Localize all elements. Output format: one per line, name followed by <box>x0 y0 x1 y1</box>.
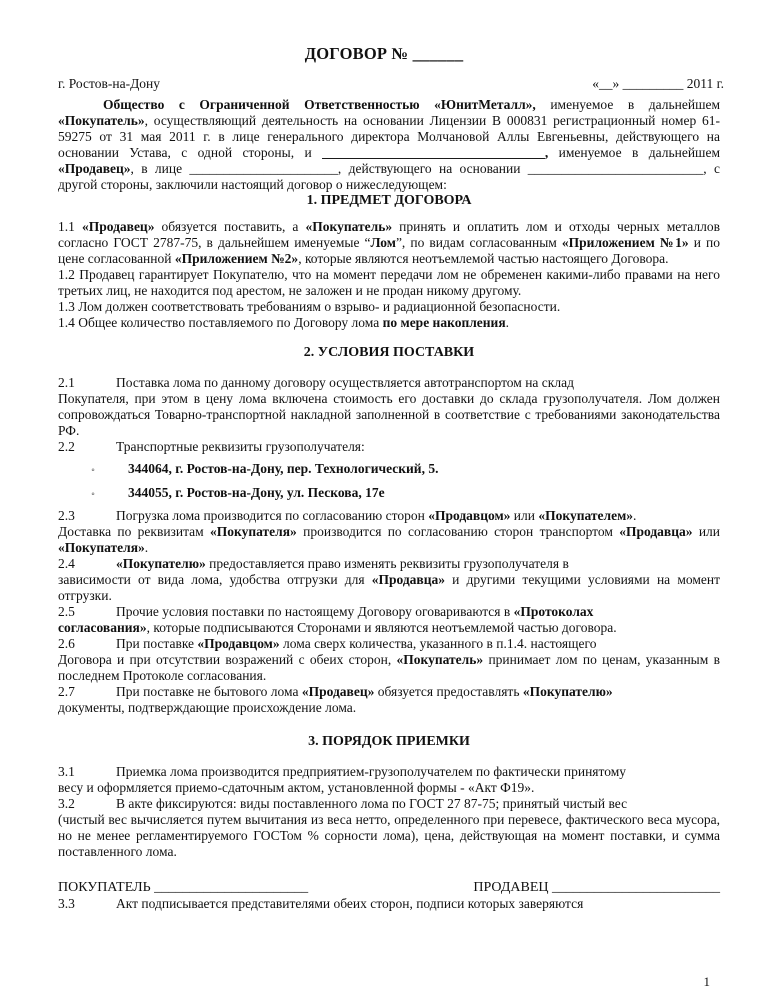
contract-city: г. Ростов-на-Дону <box>58 76 161 91</box>
bullet-icon: ◦ <box>91 489 95 500</box>
contract-title: ДОГОВОР № ______ <box>304 44 464 63</box>
clause-3-2-cont: (чистый вес вычисляется путем вычитания из веса нетто, определенного при перевесе, фактического веса мусора, но не менее регламентируемого ГОСТом % сорности лома), цена, действующая на момент поставки, и сумма поставленного лома. <box>58 812 720 859</box>
clause-2-3-cont: Доставка по реквизитам «Покупателя» производится по согласованию сторон транспортом «Продавца» или «Покупателя». <box>58 524 721 555</box>
clause-3-2: 3.2 В акте фиксируются: виды поставленного лома по ГОСТ 27 87-75; принятый чистый вес <box>58 796 628 811</box>
clause-2-5: 2.5 Прочие условия поставки по настоящему Договору оговариваются в «Протоколах <box>58 604 594 619</box>
page-number: 1 <box>703 974 710 989</box>
clause-1-1: 1.1 «Продавец» обязуется поставить, а «Покупатель» принять и оплатить лом и отходы черных металлов согласно ГОСТ 2787-75, в дальнейшем именуемые “Лом”, по видам согласованным «Приложением №1» и по цене согласованной «Приложением №2», которые являются неотъемлемой частью настоящего Договора. <box>58 219 720 266</box>
section-3-heading: 3. ПОРЯДОК ПРИЕМКИ <box>308 734 470 749</box>
clause-1-2: 1.2 Продавец гарантирует Покупателю, что на момент передачи лом не обременен какими-либо правами на него третьих лиц, не находится под арестом, не заложен и не продан никому другому. <box>58 267 720 298</box>
clause-3-1-cont: весу и оформляется приемо-сдаточным актом, установленной формы - «Акт Ф19». <box>58 780 535 795</box>
contract-date: «__» _________ 2011 г. <box>592 76 724 91</box>
clause-2-1-cont: Покупателя, при этом в цену лома включена стоимость его доставки до склада грузополучателя. Лом должен сопровождаться Товарно-транспортной накладной заполненной в соответствие с требованиями законодательства РФ. <box>58 391 720 438</box>
address-item: ◦ 344064, г. Ростов-на-Дону, пер. Технологический, 5. <box>58 461 720 479</box>
contract-body <box>58 97 720 912</box>
clause-2-7-cont: документы, подтверждающие происхождение лома. <box>58 700 357 715</box>
clause-1-3: 1.3 Лом должен соответствовать требованиям о взрыво- и радиационной безопасности. <box>58 299 561 314</box>
clause-3-1: 3.1 Приемка лома производится предприятием-грузополучателем по фактически принятому <box>58 764 627 779</box>
bullet-icon: ◦ <box>91 465 95 476</box>
org-name: Общество с Ограниченной Ответственностью «ЮнитМеталл», <box>103 97 536 112</box>
clause-2-2: 2.2 Транспортные реквизиты грузополучателя: <box>58 439 365 454</box>
clause-2-1: 2.1 Поставка лома по данному договору осуществляется автотранспортом на склад <box>58 375 574 390</box>
clause-2-4: 2.4 «Покупателю» предоставляется право изменять реквизиты грузополучателя в <box>58 556 569 571</box>
address-item: ◦ 344055, г. Ростов-на-Дону, ул. Пескова, 17е <box>58 485 720 503</box>
clause-3-3: 3.3 Акт подписывается представителями обеих сторон, подписи которых заверяются <box>58 896 584 911</box>
blank-line: _________________________________, <box>322 145 549 160</box>
signature-block <box>58 880 720 896</box>
clause-2-3: 2.3 Погрузка лома производится по согласованию сторон «Продавцом» или «Покупателем». <box>58 508 637 523</box>
seller-signature-line: ПРОДАВЕЦ ________________________ <box>473 880 720 895</box>
clause-2-6-cont: Договора и при отсутствии возражений с обеих сторон, «Покупатель» принимает лом по ценам, указанным в последнем Протоколе согласования. <box>58 652 720 683</box>
clause-2-5-cont: согласования», которые подписываются Сторонами и являются неотъемлемой частью договора. <box>58 620 617 635</box>
intro-paragraph: Общество с Ограниченной Ответственностью «ЮнитМеталл», именуемое в дальнейшем «Покупатель», осуществляющий деятельность на основании Лицензии В 000831 регистрационный номер 61-59275 от 31 мая 2011 г. в лице генерального директора Молчановой Аллы Евгеньевны, действующего на основании Устава, с одной стороны, и _________________________________, именуемое в дальнейшем «Продавец», в лице ______________________, действующего на основании __________________________, с другой стороны, заключили настоящий договор о нижеследующем: <box>58 97 720 192</box>
clause-1-4: 1.4 Общее количество поставляемого по Договору лома по мере накопления. <box>58 315 510 330</box>
section-2-heading: 2. УСЛОВИЯ ПОСТАВКИ <box>303 345 475 360</box>
clause-2-4-cont: зависимости от вида лома, удобства отгрузки для «Продавца» и другими текущими условиями на момент отгрузки. <box>58 572 721 603</box>
section-1-heading: 1. ПРЕДМЕТ ДОГОВОРА <box>306 193 472 208</box>
clause-2-6: 2.6 При поставке «Продавцом» лома сверх количества, указанного в п.1.4. настоящего <box>58 636 597 651</box>
buyer-signature-line: ПОКУПАТЕЛЬ ______________________ <box>58 880 309 895</box>
clause-2-7: 2.7 При поставке не бытового лома «Продавец» обязуется предоставлять «Покупателю» <box>58 684 613 699</box>
